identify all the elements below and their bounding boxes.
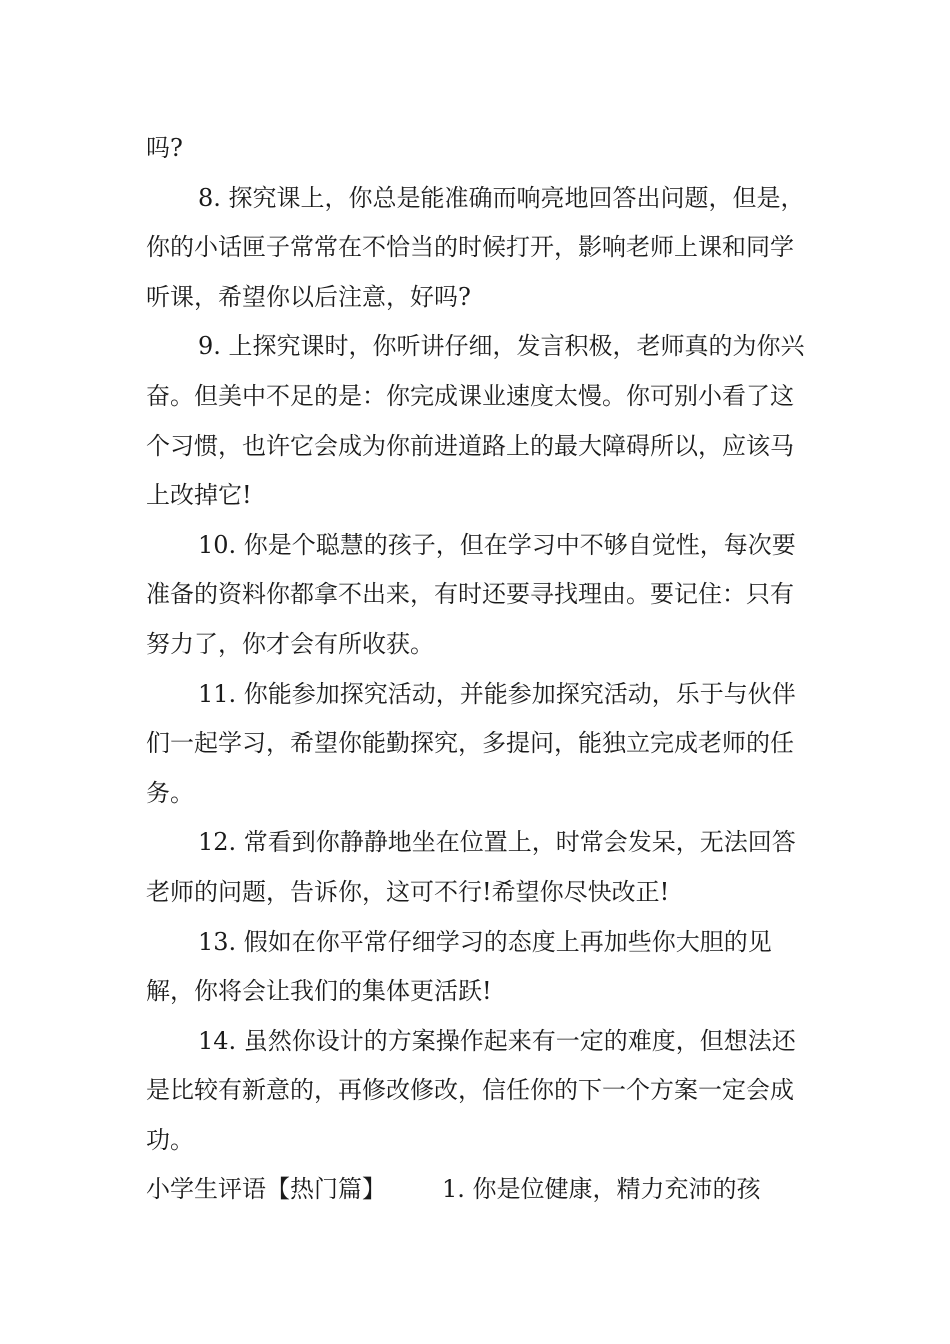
section-first-item: 1. 你是位健康，精力充沛的孩 xyxy=(442,1175,761,1204)
section-title: 小学生评语【热门篇】 xyxy=(146,1175,386,1204)
paragraph-item-11: 11. 你能参加探究活动，并能参加探究活动，乐于与伙伴们一起学习，希望你能勤探究，多提问，能独立完成老师的任务。 xyxy=(146,679,796,807)
paragraph-item-9: 9. 上探究课时，你听讲仔细，发言积极，老师真的为你兴奋。但美中不足的是：你完成课业速度太慢。你可别小看了这个习惯，也许它会成为你前进道路上的最大障碍所以，应该马上改掉它! xyxy=(146,332,805,510)
paragraph-item-8: 8. 探究课上，你总是能准确而响亮地回答出问题，但是，你的小话匣子常常在不恰当的时候打开，影响老师上课和同学听课，希望你以后注意，好吗? xyxy=(146,183,805,311)
paragraph-item-12: 12. 常看到你静静地坐在位置上，时常会发呆，无法回答老师的问题，告诉你，这可不行!希望你尽快改正! xyxy=(146,828,796,906)
document-body xyxy=(146,124,806,1215)
paragraph-continuation: 吗? xyxy=(146,134,183,162)
paragraph-item-10: 10. 你是个聪慧的孩子，但在学习中不够自觉性，每次要准备的资料你都拿不出来，有时还要寻找理由。要记住：只有努力了，你才会有所收获。 xyxy=(146,530,796,658)
paragraph-item-13: 13. 假如在你平常仔细学习的态度上再加些你大胆的见解，你将会让我们的集体更活跃! xyxy=(146,927,772,1006)
paragraph-item-14: 14. 虽然你设计的方案操作起来有一定的难度，但想法还是比较有新意的，再修改修改，信任你的下一个方案一定会成功。 xyxy=(146,1026,796,1154)
section-heading-line xyxy=(146,1165,806,1215)
